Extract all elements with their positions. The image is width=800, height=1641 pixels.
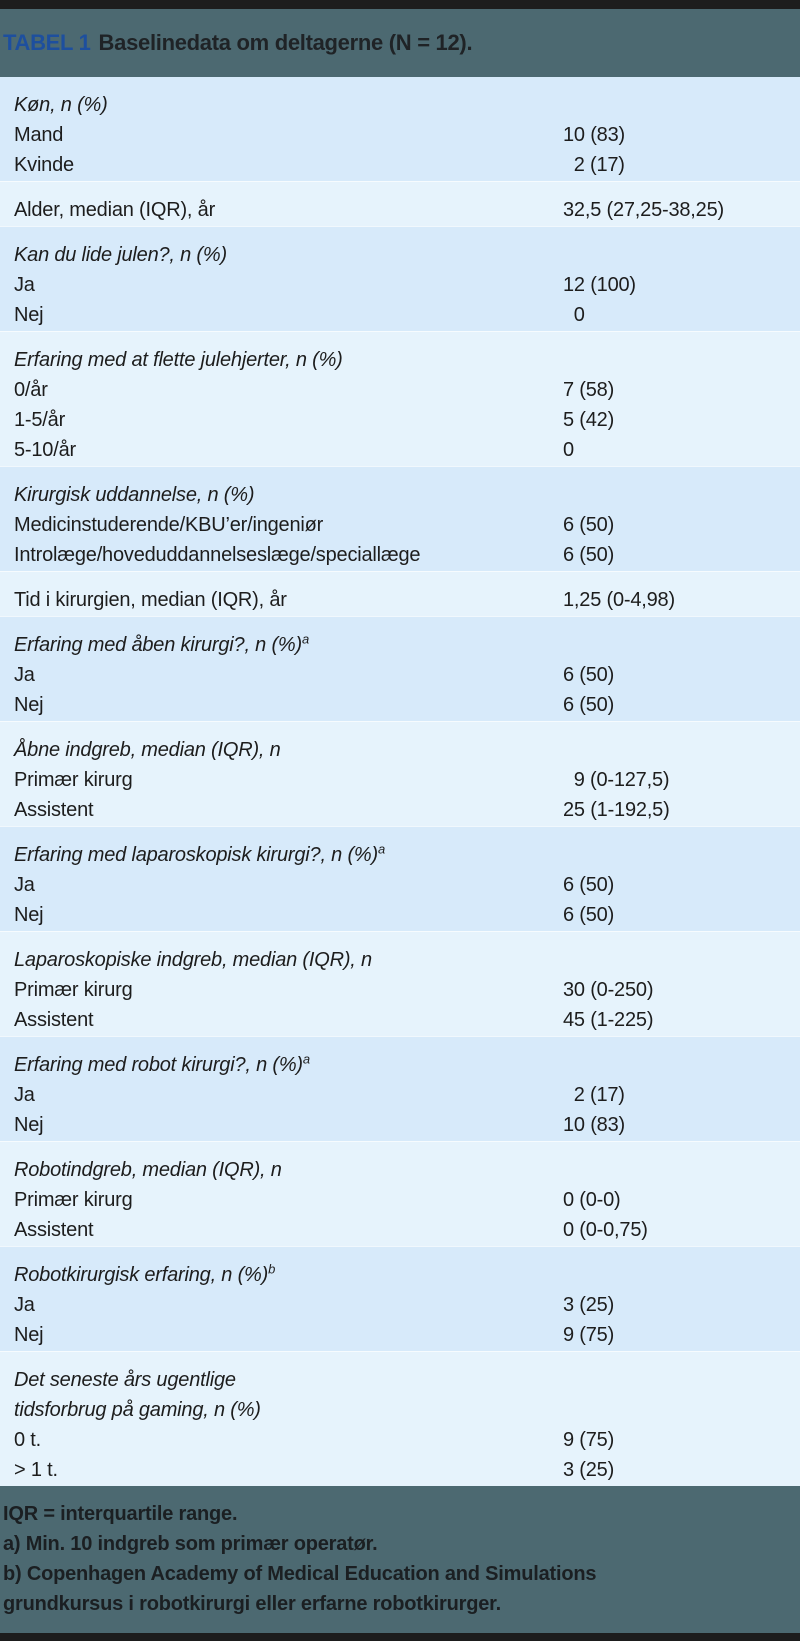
table-section bbox=[0, 226, 800, 331]
section-header bbox=[14, 1260, 786, 1290]
row-value: 7 (58) bbox=[563, 379, 615, 401]
section-header-line: Kan du lide julen?, n (%) bbox=[14, 244, 227, 266]
table-row bbox=[14, 1455, 786, 1485]
row-value: 9 (75) bbox=[563, 1324, 615, 1346]
table-section bbox=[0, 721, 800, 826]
table-row bbox=[14, 195, 786, 225]
row-value: 6 (50) bbox=[563, 904, 615, 926]
section-header-line: Erfaring med åben kirurgi?, n (%)$^a$ bbox=[14, 631, 310, 656]
section-header-line: Erfaring med at flette julehjerter, n (%) bbox=[14, 349, 343, 371]
row-value: 9 (75) bbox=[563, 1429, 615, 1451]
table-row bbox=[14, 540, 786, 570]
table-row bbox=[14, 660, 786, 690]
table-section bbox=[0, 1036, 800, 1141]
table-row bbox=[14, 1185, 786, 1215]
section-header bbox=[14, 480, 786, 510]
row-label: Ja bbox=[14, 1084, 35, 1106]
table-row bbox=[14, 1320, 786, 1350]
table-section bbox=[0, 931, 800, 1036]
table-number-label: TABEL 1 bbox=[3, 30, 91, 55]
table-row bbox=[14, 375, 786, 405]
row-label: Ja bbox=[14, 274, 35, 296]
row-label: Nej bbox=[14, 1114, 44, 1136]
row-value: 10 (83) bbox=[563, 124, 625, 146]
row-label: Assistent bbox=[14, 1219, 94, 1241]
section-header bbox=[14, 1050, 786, 1080]
footnote-line: b) Copenhagen Academy of Medical Education and Simulations bbox=[3, 1563, 597, 1585]
row-value: 6 (50) bbox=[563, 514, 615, 536]
row-value: 5 (42) bbox=[563, 409, 615, 431]
table-section bbox=[0, 466, 800, 571]
table-section bbox=[0, 1246, 800, 1351]
footnote-line: a) Min. 10 indgreb som primær operatør. bbox=[3, 1533, 378, 1555]
table-row bbox=[14, 1080, 786, 1110]
row-label: Alder, median (IQR), år bbox=[14, 199, 216, 221]
row-value: 12 (100) bbox=[563, 274, 636, 296]
row-value: 1,25 (0-4,98) bbox=[563, 589, 675, 611]
section-header-line: tidsforbrug på gaming, n (%) bbox=[14, 1399, 261, 1421]
section-header bbox=[14, 1155, 786, 1185]
section-header-line: Kirurgisk uddannelse, n (%) bbox=[14, 484, 255, 506]
table-row bbox=[14, 900, 786, 930]
table-row bbox=[14, 300, 786, 330]
table-section bbox=[0, 826, 800, 931]
row-value: 30 (0-250) bbox=[563, 979, 654, 1001]
section-header-line: Åbne indgreb, median (IQR), n bbox=[14, 739, 281, 761]
section-header bbox=[14, 945, 786, 975]
table-row bbox=[14, 1110, 786, 1140]
row-value: 25 (1-192,5) bbox=[563, 799, 670, 821]
row-value: 0 bbox=[563, 304, 585, 326]
row-label: Nej bbox=[14, 694, 44, 716]
row-value: 0 (0-0) bbox=[563, 1189, 621, 1211]
table-section bbox=[0, 331, 800, 466]
table-section bbox=[0, 181, 800, 226]
table-row bbox=[14, 1215, 786, 1245]
table-row bbox=[14, 270, 786, 300]
table-row bbox=[14, 435, 786, 465]
section-header bbox=[14, 840, 786, 870]
row-value: 2 (17) bbox=[563, 154, 625, 176]
table-section bbox=[0, 1141, 800, 1246]
row-label: Ja bbox=[14, 874, 35, 896]
row-value: 10 (83) bbox=[563, 1114, 625, 1136]
row-value: 0 bbox=[563, 439, 574, 461]
row-label: Ja bbox=[14, 1294, 35, 1316]
footnote-marker: a bbox=[377, 841, 385, 857]
row-label: 5-10/år bbox=[14, 439, 76, 461]
bottom-edge-bar bbox=[0, 1633, 800, 1641]
row-value: 9 (0-127,5) bbox=[563, 769, 670, 791]
row-label: Medicinstuderende/KBU’er/ingeniør bbox=[14, 514, 324, 536]
row-label: 0/år bbox=[14, 379, 48, 401]
row-value: 6 (50) bbox=[563, 694, 615, 716]
row-value: 6 (50) bbox=[563, 664, 615, 686]
footnote-marker: b bbox=[268, 1261, 276, 1277]
table-row bbox=[14, 1290, 786, 1320]
table-section bbox=[0, 1351, 800, 1486]
table-section bbox=[0, 616, 800, 721]
table-row bbox=[14, 405, 786, 435]
table-row bbox=[14, 795, 786, 825]
row-label: Primær kirurg bbox=[14, 769, 133, 791]
section-header bbox=[14, 90, 786, 120]
row-value: 32,5 (27,25-38,25) bbox=[563, 199, 724, 221]
row-value: 2 (17) bbox=[563, 1084, 625, 1106]
table-body bbox=[0, 77, 800, 1486]
table-row bbox=[14, 870, 786, 900]
row-value: 6 (50) bbox=[563, 544, 615, 566]
section-header bbox=[14, 345, 786, 375]
footnote-marker: a bbox=[301, 631, 310, 647]
section-header-line: Erfaring med laparoskopisk kirurgi?, n (%)$^a$ bbox=[14, 841, 385, 866]
row-label: 1-5/år bbox=[14, 409, 66, 431]
row-value: 3 (25) bbox=[563, 1294, 615, 1316]
row-value: 0 (0-0,75) bbox=[563, 1219, 648, 1241]
row-label: Tid i kirurgien, median (IQR), år bbox=[14, 589, 287, 611]
section-header-line: Robotkirurgisk erfaring, n (%)$^b$ bbox=[14, 1261, 276, 1286]
row-value: 6 (50) bbox=[563, 874, 615, 896]
section-header-line: Robotindgreb, median (IQR), n bbox=[14, 1159, 282, 1181]
section-header bbox=[14, 630, 786, 660]
row-label: Assistent bbox=[14, 1009, 94, 1031]
table-row bbox=[14, 585, 786, 615]
row-label: Kvinde bbox=[14, 154, 74, 176]
section-header bbox=[14, 1365, 786, 1425]
table-row bbox=[14, 690, 786, 720]
table-row bbox=[14, 975, 786, 1005]
section-header bbox=[14, 240, 786, 270]
row-label: Introlæge/hoveduddannelseslæge/speciallæge bbox=[14, 544, 421, 566]
row-label: 0 t. bbox=[14, 1429, 41, 1451]
table-row bbox=[14, 150, 786, 180]
row-label: Mand bbox=[14, 124, 64, 146]
table-section bbox=[0, 77, 800, 181]
row-label: Assistent bbox=[14, 799, 94, 821]
section-header-line: Erfaring med robot kirurgi?, n (%)$^a$ bbox=[14, 1051, 310, 1076]
section-header-line: Laparoskopiske indgreb, median (IQR), n bbox=[14, 949, 372, 971]
table-section bbox=[0, 571, 800, 616]
footnote-block bbox=[0, 1486, 800, 1633]
top-edge-bar bbox=[0, 0, 800, 9]
row-label: Ja bbox=[14, 664, 35, 686]
section-header-line: Det seneste års ugentlige bbox=[14, 1369, 236, 1391]
row-label: Primær kirurg bbox=[14, 979, 133, 1001]
row-label: Nej bbox=[14, 304, 44, 326]
row-label: Nej bbox=[14, 1324, 44, 1346]
table-row bbox=[14, 510, 786, 540]
section-header bbox=[14, 735, 786, 765]
footnote-marker: a bbox=[302, 1051, 310, 1067]
row-label: Nej bbox=[14, 904, 44, 926]
table-row bbox=[14, 120, 786, 150]
row-value: 45 (1-225) bbox=[563, 1009, 654, 1031]
table-row bbox=[14, 1005, 786, 1035]
row-value: 3 (25) bbox=[563, 1459, 615, 1481]
row-label: Primær kirurg bbox=[14, 1189, 133, 1211]
table-row bbox=[14, 765, 786, 795]
table-title-bar bbox=[0, 9, 800, 77]
row-label: > 1 t. bbox=[14, 1459, 58, 1481]
table-row bbox=[14, 1425, 786, 1455]
footnote-line: grundkursus i robotkirurgi eller erfarne robotkirurger. bbox=[3, 1593, 501, 1615]
table-title-text: Baselinedata om deltagerne (N = 12). bbox=[98, 30, 473, 55]
footnote-line: IQR = interquartile range. bbox=[3, 1503, 238, 1525]
section-header-line: Køn, n (%) bbox=[14, 94, 108, 116]
